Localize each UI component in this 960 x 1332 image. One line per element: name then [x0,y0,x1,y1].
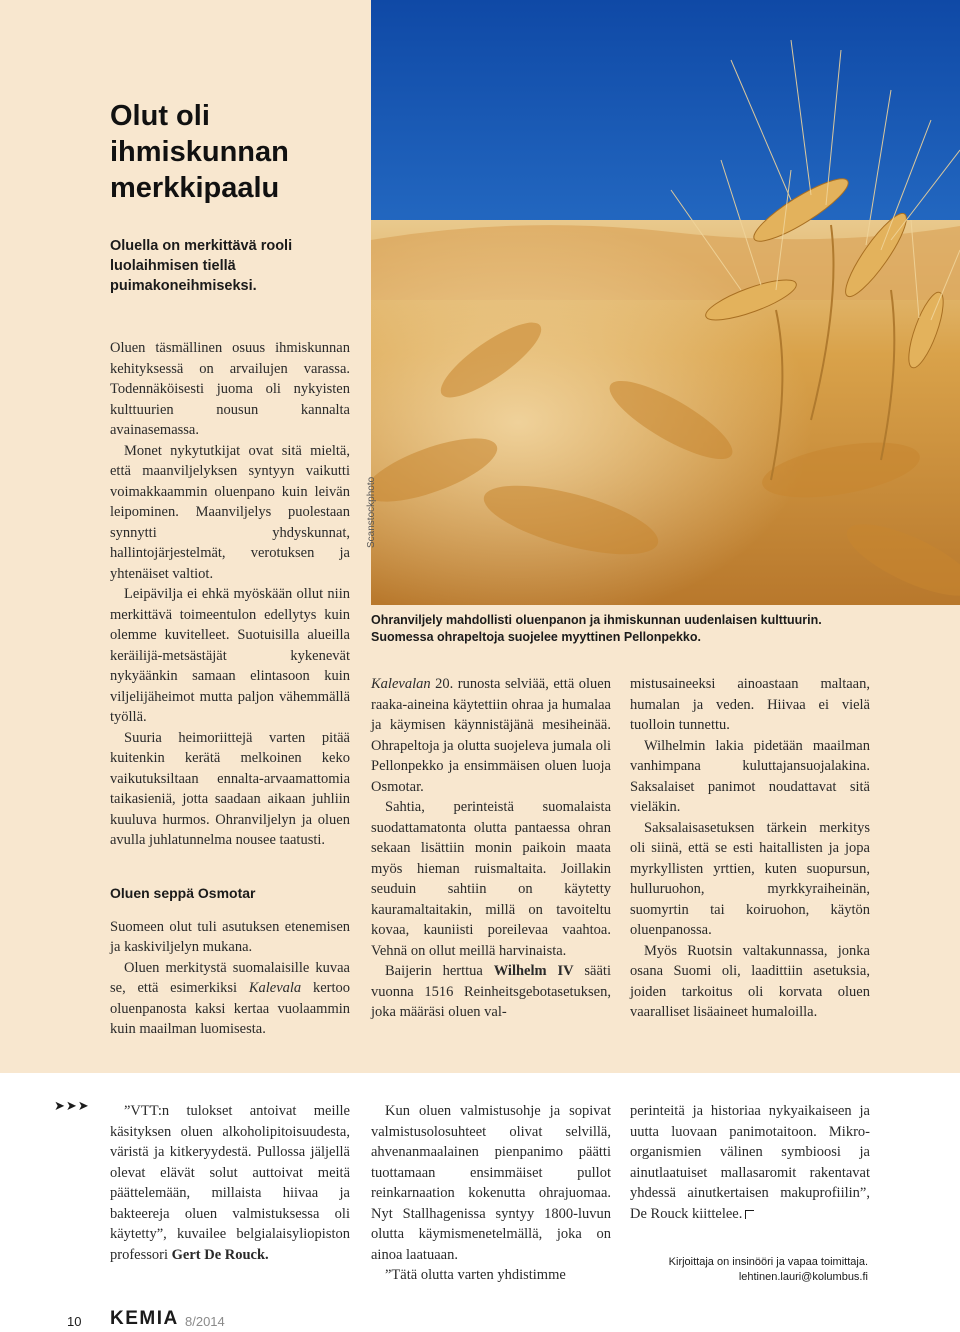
title-line: Olut oli [110,100,210,132]
continuation-arrows-icon: ➤➤➤ [54,1099,90,1114]
wheat-field-image [371,0,960,605]
paragraph: Suomeen olut tuli asutuksen etenemisen ja kaskiviljelyn mukana. [110,918,350,955]
photo-caption [371,612,951,646]
bottom-column-3 [630,1101,870,1224]
paragraph: Leipävilja ei ehkä myöskään ollut niin merkittävä toimeentulon edellytys kuin olemme kuvitelleet. Suotuisilla alueilla keräilijä-metsästäjät kykenevät nykyäänkin samaan elintasoon kuin viljelijäheimot mutta paljon vähemmällä työllä. [110,586,350,725]
article-column-3 [630,674,870,1023]
paragraph [110,958,350,1040]
paragraph [110,1101,350,1265]
paragraph: Suuria heimoriittejä varten pitää kuitenkin kerätä melkoinen keko vaikutuksiltaan ennalta-arvaamattomia taikasieniä, jotta saadaan aikaan juhliin kuuluva hurmos. Ohranviljelyn ja oluen avulla juhlatunnelma nousee taatusti. [110,729,350,848]
paragraph [371,961,611,1023]
paragraph: Oluen täsmällinen osuus ihmiskunnan kehityksessä on arvailujen varassa. Todennäköisesti juoma oli nykyisten kulttuurien nousun kannalta avainasemassa. [110,340,350,438]
paragraph: mistusaineeksi ainoastaan maltaan, humalan ja veden. Hiivaa ei vielä tuolloin tunnettu. [630,676,870,733]
photo-credit: Scanstockphoto [366,476,377,548]
paragraph: ”Tätä olutta varten yhdistimme [385,1267,566,1283]
bold-name: Wilhelm IV [493,963,574,979]
paragraph [371,674,611,797]
text-run: Baijerin herttua [385,963,494,979]
emphasis: Kalevala [248,980,302,996]
magazine-logo: KEMIA [110,1308,179,1329]
text-run: sääti vuonna 1516 Reinheitsgebotasetuksen, joka määräsi oluen val- [371,963,611,1020]
bold-name: Gert De Rouck. [171,1246,269,1263]
paragraph: Monet nykytutkijat ovat sitä mieltä, että maanviljelyksen syntyyn vaikutti voimakkaammin oluenpano kuin leivän leipominen. Maanviljelys puolestaan synnytti yhdyskunnat, hallintojärjestelmät, verotuksen ja yhtenäiset valtiot. [110,442,350,582]
text-run: ”VTT:n tulokset antoivat meille käsityksen oluen alkoholipitoisuudesta, väristä ja kitkeryydestä. Pullossa jäljellä olevat elävät solut auttoivat meitä päättelemään, millaista hiivaa ja bakteereja oluen valmistuksessa oli käytetty”, kuvailee belgialaisyliopiston professori [110,1103,350,1263]
paragraph: Sahtia, perinteistä suomalaista suodattamatonta olutta pantaessa ohran sekaan lisättiin monin paikoin maata myös hieman ruismaltaita. Joillakin seuduin sahtiin on käytetty kauramaltaitakin, millä on tavoiteltu kovaa, kauniisti poreilevaa vaahtoa. Vehnä on ollut meillä harvinaista. [371,799,611,959]
article-column-2 [371,674,611,1023]
text-run: kertoo oluenpanosta kaksi kertaa vuolaammin kuin maailman luomisesta. [110,980,351,1037]
paragraph: Myös Ruotsin valtakunnassa, jonka osana Suomi oli, laadittiin asetuksia, joiden tarkoitus oli korvata oluen vaaralliset lisäaineet humaloilla. [630,942,870,1020]
title-line: merkkipaalu [110,172,280,204]
title-line: ihmiskunnan [110,136,289,168]
author-email: lehtinen.lauri@kolumbus.fi [738,1271,868,1283]
sidebar-body [110,338,350,1040]
lead-paragraph: Oluella on merkittävä rooli luolaihmisen tiellä puimakoneihmiseksi. [110,238,293,294]
emphasis: Kalevalan [371,676,431,692]
end-mark-icon [745,1210,754,1219]
paragraph: Wilhelmin lakia pidetään maailman vanhimpana kuluttajansuojalakina. Saksalaiset panimot noudattavat sitä vieläkin. [630,737,870,815]
sidebar [110,98,350,1040]
text-run: perinteitä ja historiaa nykyaikaiseen ja uutta luovaan panimotaitoon. Mikro-organismien välinen symbioosi ja ainutlaatuiset mallasaromit rakentavat yhdessä ainutkertaisen makuprofiilin”, De Rouck kiittelee. [630,1103,870,1222]
page-number: 10 [67,1314,82,1329]
issue-number: 8/2014 [185,1314,225,1329]
paragraph: Saksalaisasetuksen tärkein merkitys oli siinä, että se esti haitallisten ja jopa myrkyllisten yrttien, kuten suopursun, hulluruohon, myrkkyraiheinän, suomyrtin tai koiruohon, käytön oluenpanossa. [630,819,870,938]
bottom-column-1 [110,1101,350,1265]
text-run: 20. runosta selviää, että oluen raaka-aineina käytettiin ohraa ja humalaa ja käymisen käynnistäjänä mesiheinää. Ohrapeltoja ja olutta suojeleva jumala oli Pellonpekko ja ensimmäisen oluen luoja Osmotar. [371,676,611,795]
caption-line: Suomessa ohrapeltoja suojelee myyttinen Pellonpekko. [371,630,701,644]
paragraph [630,1101,870,1224]
author-note [600,1255,868,1285]
article-title [110,98,350,206]
subheading: Oluen seppä Osmotar [110,884,256,901]
caption-line: Ohranviljely mahdollisti oluenpanon ja ihmiskunnan uudenlaisen kulttuurin. [371,613,822,627]
bottom-column-2 [371,1101,611,1286]
text-run: Oluen merkitystä suomalaisille kuvaa se, että esimerkiksi [110,959,350,996]
paragraph: Kun oluen valmistusohje ja sopivat valmistusolosuhteet olivat selvillä, ahvenanmaalainen pienpanimo päätti tuottamaan ensimmäiset pullot reinkarnaation kokenutta ohrajuomaa. Nyt Stallhagenissa syntyy 1800-luvun olutta käymismenetelmällä, joka on ainoa laatuaan. [371,1103,611,1263]
wheat-field-photo [371,0,960,605]
author-line: Kirjoittaja on insinööri ja vapaa toimittaja. [668,1256,868,1268]
